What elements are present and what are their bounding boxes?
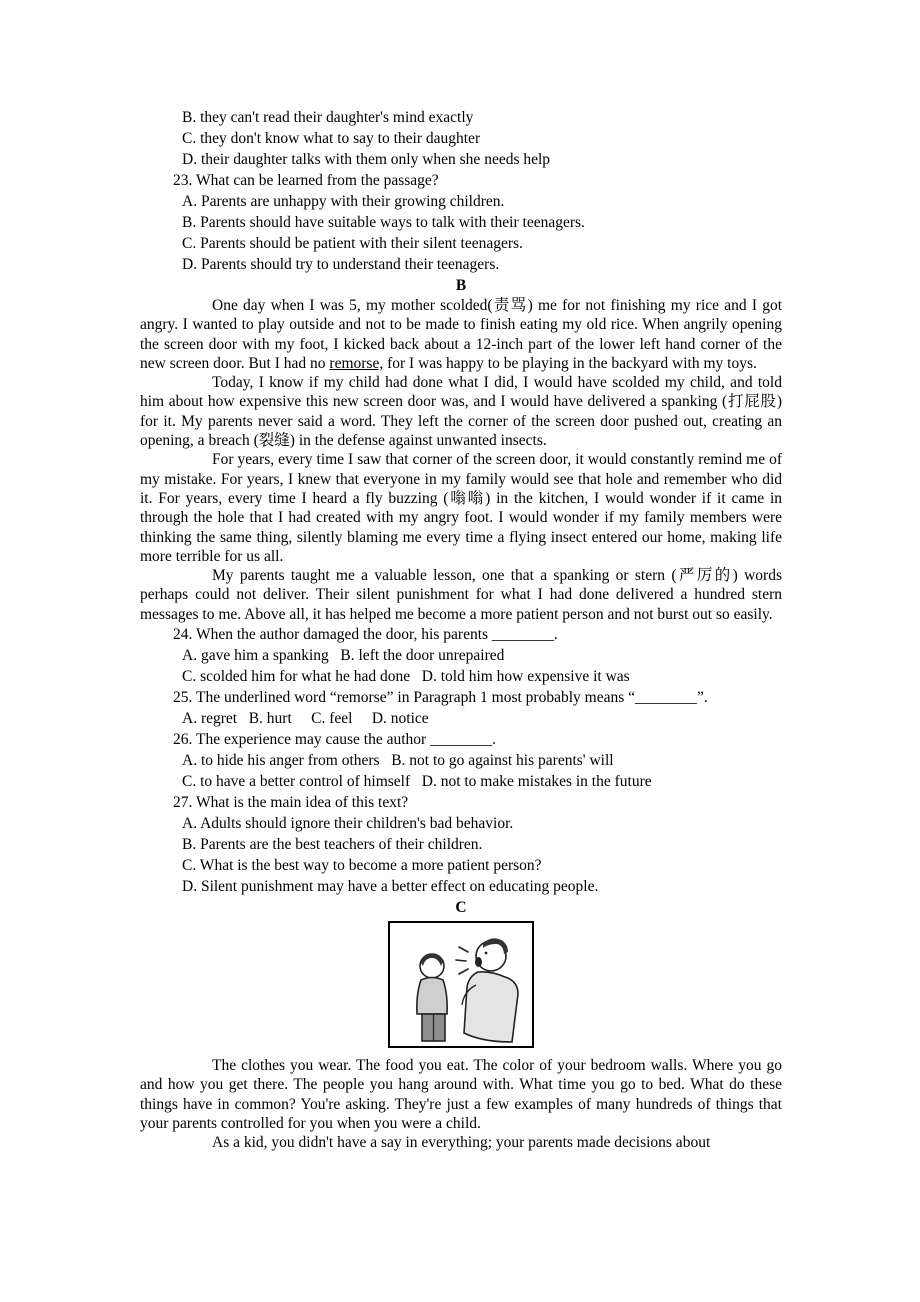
question-27-stem: 27. What is the main idea of this text?	[173, 794, 409, 812]
passage-c-paragraph-2: As a kid, you didn't have a say in everything; your parents made decisions about	[212, 1134, 711, 1152]
passage-c-paragraph-1: The clothes you wear. The food you eat. The color of your bedroom walls. Where you go and how you get there. The people you hang around with. What time you go to bed. What do these things have in common? You're asking. They're just a few examples of many hundreds of things that your parents controlled for you when you were a child.	[140, 1057, 782, 1132]
paragraph-text: for I was happy to be playing in the backyard with my toys.	[383, 354, 757, 372]
question-24-options-ab: A. gave him a spanking B. left the door unrepaired	[182, 647, 505, 665]
question-27-option-b: B. Parents are the best teachers of their children.	[182, 836, 483, 854]
question-24-options-cd: C. scolded him for what he had done D. told him how expensive it was	[182, 668, 630, 686]
passage-b-paragraph-4: My parents taught me a valuable lesson, one that a spanking or stern (严厉的) words perhaps could not deliver. Their silent punishment for what I had done delivered a hundred stern messages to me. Above all, it has helped me become a more patient person and not burst out so easily.	[140, 567, 782, 623]
question-27-option-d: D. Silent punishment may have a better effect on educating people.	[182, 878, 599, 896]
question-23-option-a: A. Parents are unhappy with their growing children.	[182, 193, 505, 210]
question-23-stem: 23. What can be learned from the passage?	[173, 172, 439, 189]
man-talking-to-boy-cartoon-svg	[390, 923, 532, 1046]
question-23-option-c: C. Parents should be patient with their silent teenagers.	[182, 235, 523, 252]
question-27-option-a: A. Adults should ignore their children's bad behavior.	[182, 815, 514, 833]
cartoon-illustration	[388, 921, 534, 1048]
section-b-label: B	[455, 277, 467, 294]
question-25-options-abcd: A. regret B. hurt C. feel D. notice	[182, 710, 429, 728]
passage-b-paragraph-3: For years, every time I saw that corner of the screen door, it would constantly remind me of my mistake. For years, I knew that everyone in my family would see that hole and remember who did it. For years, every time I heard a fly buzzing (嗡嗡) in the kitchen, I would wonder if it came in through the hole that I had created with my angry foot. I would wonder if my family members were thinking the same thing, silently blaming me every time a flying insect entered our home, making life more terrible for us all.	[140, 451, 782, 565]
question-24-stem: 24. When the author damaged the door, his parents ________.	[173, 626, 558, 644]
question-27-option-c: C. What is the best way to become a more patient person?	[182, 857, 542, 875]
question-25-stem: 25. The underlined word “remorse” in Paragraph 1 most probably means “________”.	[173, 689, 708, 707]
illustration-container	[140, 921, 782, 1048]
passage-b-paragraph-1	[140, 296, 782, 373]
passage-b-paragraph-2: Today, I know if my child had done what I did, I would have scolded my child, and told him about how expensive this new screen door was, and I would have delivered a spanking (打屁股) for it. My parents never said a word. They left the corner of the screen door pushed out, creating an opening, a breach (裂缝) in the defense against unwanted insects.	[140, 374, 782, 450]
question-26-options-ab: A. to hide his anger from others B. not to go against his parents' will	[182, 752, 614, 770]
underlined-word-remorse: remorse,	[329, 354, 384, 372]
question-23-option-b: B. Parents should have suitable ways to talk with their teenagers.	[182, 214, 585, 231]
option-line-22b: B. they can't read their daughter's mind exactly	[182, 109, 474, 126]
paragraph-text: One day when I was 5, my mother scolded(责骂) me for not finishing my rice and I got angry. I wanted to play outside and not to be made to finish eating my old rice. When angrily opening the screen door with my foot, I kicked back about a 12-inch part of the lower left hand corner of the new screen door. But I had no	[140, 297, 782, 372]
question-26-stem: 26. The experience may cause the author ________.	[173, 731, 496, 749]
question-23-option-d: D. Parents should try to understand their teenagers.	[182, 256, 500, 273]
option-line-22c: C. they don't know what to say to their daughter	[182, 130, 481, 147]
option-line-22d: D. their daughter talks with them only when she needs help	[182, 151, 551, 168]
section-c-label: C	[455, 899, 467, 917]
question-26-options-cd: C. to have a better control of himself D. not to make mistakes in the future	[182, 773, 652, 791]
